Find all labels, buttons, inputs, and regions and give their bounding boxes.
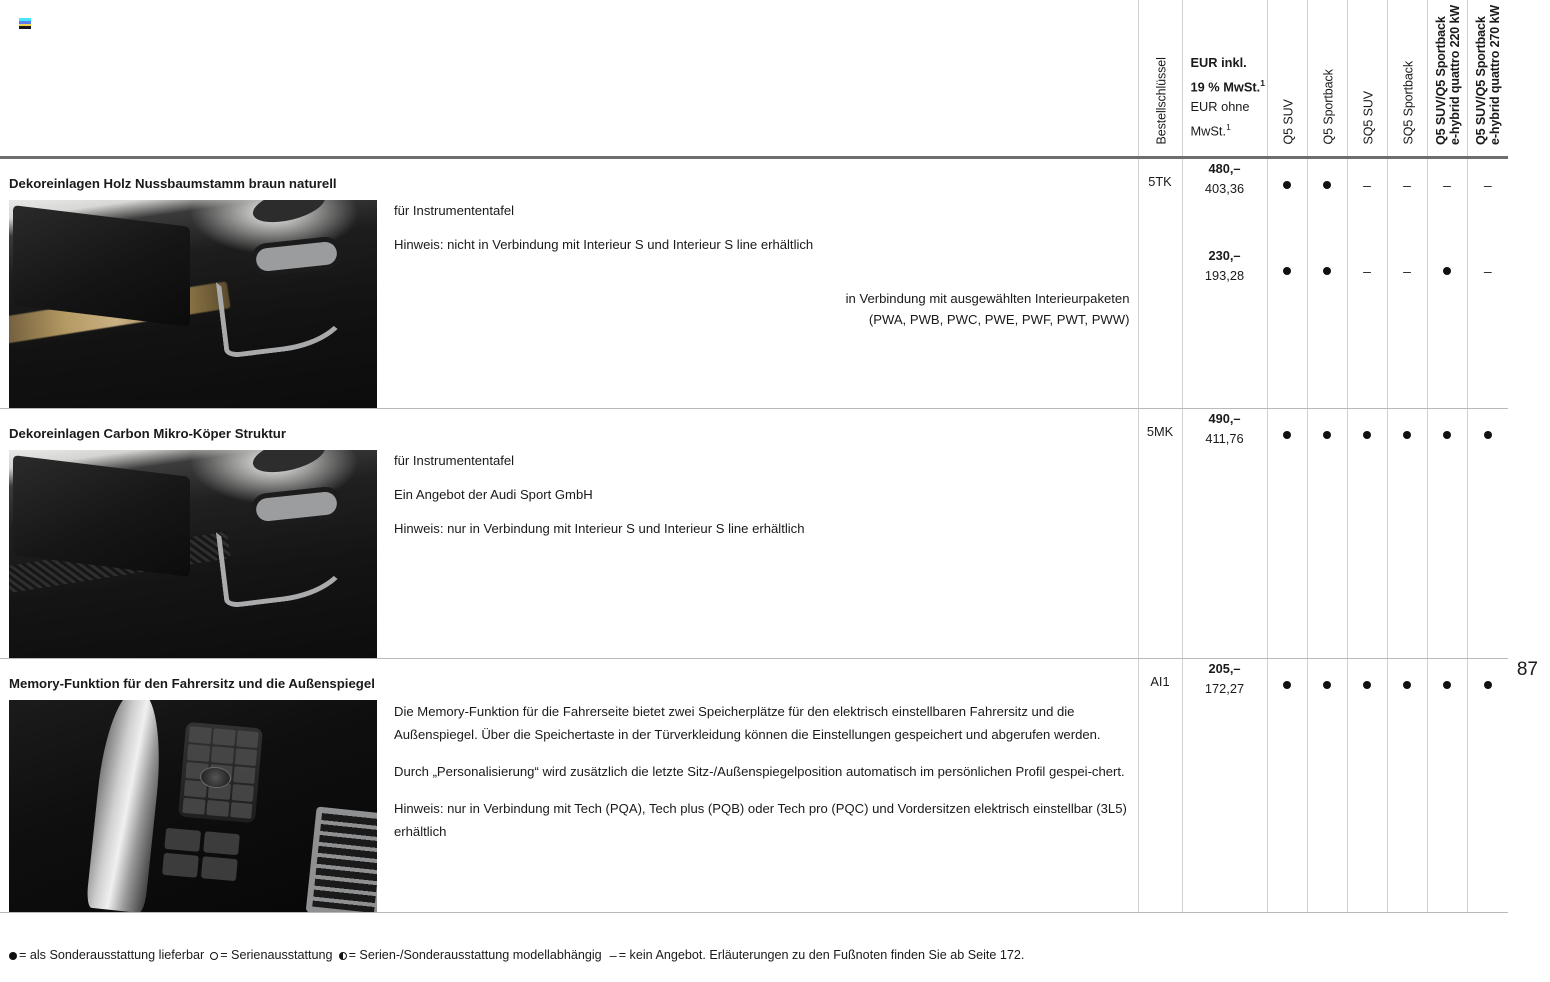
table-row	[0, 408, 1508, 658]
availability-sq5-suv	[1347, 408, 1387, 658]
table-header	[0, 0, 1508, 157]
availability-ehybrid-220: –	[1427, 157, 1467, 408]
item-text-line: Hinweis: nicht in Verbindung mit Interieur S und Interieur S line erhältlich	[394, 236, 814, 252]
header-variant-label-line1: Q5 SUV/Q5 Sportback	[1473, 15, 1488, 145]
availability-sq5-suv	[1347, 658, 1387, 912]
availability-q5-suv	[1267, 408, 1307, 658]
availability-sq5-sportback: – –	[1387, 157, 1427, 408]
price-gross: 480,–	[1208, 160, 1241, 176]
legend-circle-text: = Serienausstattung	[220, 948, 333, 963]
table-row	[0, 658, 1508, 912]
item-title: Dekoreinlagen Holz Nussbaumstamm braun naturell	[9, 175, 337, 191]
row-description	[0, 658, 1138, 912]
item-text-line: für Instrumententafel	[394, 202, 515, 218]
legend-dash-text: = kein Angebot. Erläuterungen zu den Fußnoten finden Sie ab Seite 172.	[618, 948, 1025, 963]
price-net: 172,27	[1204, 680, 1245, 696]
availability-sq5-suv: – –	[1347, 157, 1387, 408]
item-text-line: für Instrumententafel	[394, 452, 515, 468]
header-price-gross-line1: EUR inkl.	[1190, 54, 1247, 70]
header-variant-label: SQ5 SUV	[1361, 91, 1375, 145]
row-price	[1182, 658, 1267, 912]
legend-dot-text: = als Sonderausstattung lieferbar	[19, 948, 205, 963]
header-price	[1182, 0, 1267, 157]
legend	[9, 947, 1024, 964]
row-price	[1182, 408, 1267, 658]
availability-q5-sportback	[1307, 408, 1347, 658]
item-text-line: Hinweis: nur in Verbindung mit Interieur S und Interieur S line erhältlich	[394, 520, 805, 536]
row-description	[0, 408, 1138, 658]
header-variant-q5-sportback	[1307, 0, 1347, 157]
availability-q5-suv	[1267, 658, 1307, 912]
header-variant-q5-suv	[1267, 0, 1307, 157]
legend-half-circle-icon	[339, 952, 347, 960]
item-text-line: Die Memory-Funktion für die Fahrerseite bietet zwei Speicherplätze für den elektrisch einstellbaren Fahrersitz und die Außenspiegel. Über die Speichertaste in der Türverkleidung können die Einstellungen gespeichert und abgerufen werden.	[394, 703, 1101, 742]
header-price-gross-line2: 19 % MwSt.	[1190, 79, 1261, 95]
availability-q5-sportback	[1307, 157, 1347, 408]
header-variant-label-line1: Q5 SUV/Q5 Sportback	[1433, 15, 1448, 145]
header-variant-label-line2: e-hybrid quattro 270 kW	[1487, 4, 1501, 145]
item-title: Memory-Funktion für den Fahrersitz und die Außenspiegel	[9, 675, 375, 691]
header-order-key-label: Bestellschlüssel	[1154, 57, 1168, 145]
header-price-net-line2: MwSt.	[1190, 123, 1227, 139]
header-variant-label: Q5 Sportback	[1321, 69, 1335, 145]
header-variant-label: Q5 SUV	[1281, 99, 1295, 145]
availability-sq5-sportback	[1387, 408, 1427, 658]
item-text-line: Durch „Personalisierung“ wird zusätzlich die letzte Sitz-/Außenspiegelposition automatisch im persönlichen Profil gespei-chert.	[394, 763, 1125, 779]
row-order-key: 5TK	[1138, 157, 1182, 408]
table-body	[0, 157, 1508, 912]
item-text-right-line2: (PWA, PWB, PWC, PWE, PWF, PWT, PWW)	[868, 311, 1130, 327]
item-text-right-line1: in Verbindung mit ausgewählten Interieurpaketen	[845, 290, 1130, 306]
row-order-key: 5MK	[1138, 408, 1182, 658]
header-variant-ehybrid-270	[1467, 0, 1508, 157]
legend-dash-icon: –	[609, 949, 617, 963]
table-row	[0, 157, 1508, 408]
availability-q5-sportback	[1307, 658, 1347, 912]
header-variant-ehybrid-220	[1427, 0, 1467, 157]
price-gross: 490,–	[1208, 410, 1241, 426]
availability-ehybrid-270: – –	[1467, 157, 1508, 408]
item-text-line: Ein Angebot der Audi Sport GmbH	[394, 486, 593, 502]
header-price-net-line1: EUR ohne	[1190, 99, 1250, 115]
header-price-net-footnote: 1	[1226, 122, 1231, 133]
item-photo	[9, 200, 377, 408]
availability-ehybrid-270	[1467, 408, 1508, 658]
header-variant-label-line2: e-hybrid quattro 220 kW	[1447, 4, 1461, 145]
header-description-blank	[0, 0, 1138, 157]
availability-q5-suv	[1267, 157, 1307, 408]
item-photo	[9, 700, 377, 912]
header-order-key	[1138, 0, 1182, 157]
row-order-key: AI1	[1138, 658, 1182, 912]
item-text-line: Hinweis: nur in Verbindung mit Tech (PQA), Tech plus (PQB) oder Tech pro (PQC) und Vordersitzen elektrisch einstellbar (3L5) erhältlich	[394, 800, 1127, 839]
header-variant-label: SQ5 Sportback	[1401, 61, 1415, 145]
price-gross-alt: 230,–	[1208, 247, 1241, 263]
price-gross: 205,–	[1208, 660, 1241, 676]
page-number: 87	[1516, 659, 1538, 680]
legend-circle-icon	[210, 952, 218, 960]
availability-ehybrid-270	[1467, 658, 1508, 912]
header-variant-sq5-suv	[1347, 0, 1387, 157]
header-price-gross-footnote: 1	[1260, 77, 1265, 88]
item-title: Dekoreinlagen Carbon Mikro-Köper Struktur	[9, 425, 286, 441]
legend-half-text: = Serien-/Sonderausstattung modellabhängig	[348, 948, 602, 963]
price-net: 403,36	[1204, 180, 1245, 196]
availability-sq5-sportback	[1387, 658, 1427, 912]
availability-ehybrid-220	[1427, 408, 1467, 658]
row-description	[0, 157, 1138, 408]
price-net: 411,76	[1205, 430, 1244, 446]
availability-ehybrid-220	[1427, 658, 1467, 912]
price-net-alt: 193,28	[1204, 267, 1245, 283]
row-price	[1182, 157, 1267, 408]
header-variant-sq5-sportback	[1387, 0, 1427, 157]
item-photo	[9, 450, 377, 658]
legend-dot-icon	[9, 952, 17, 960]
